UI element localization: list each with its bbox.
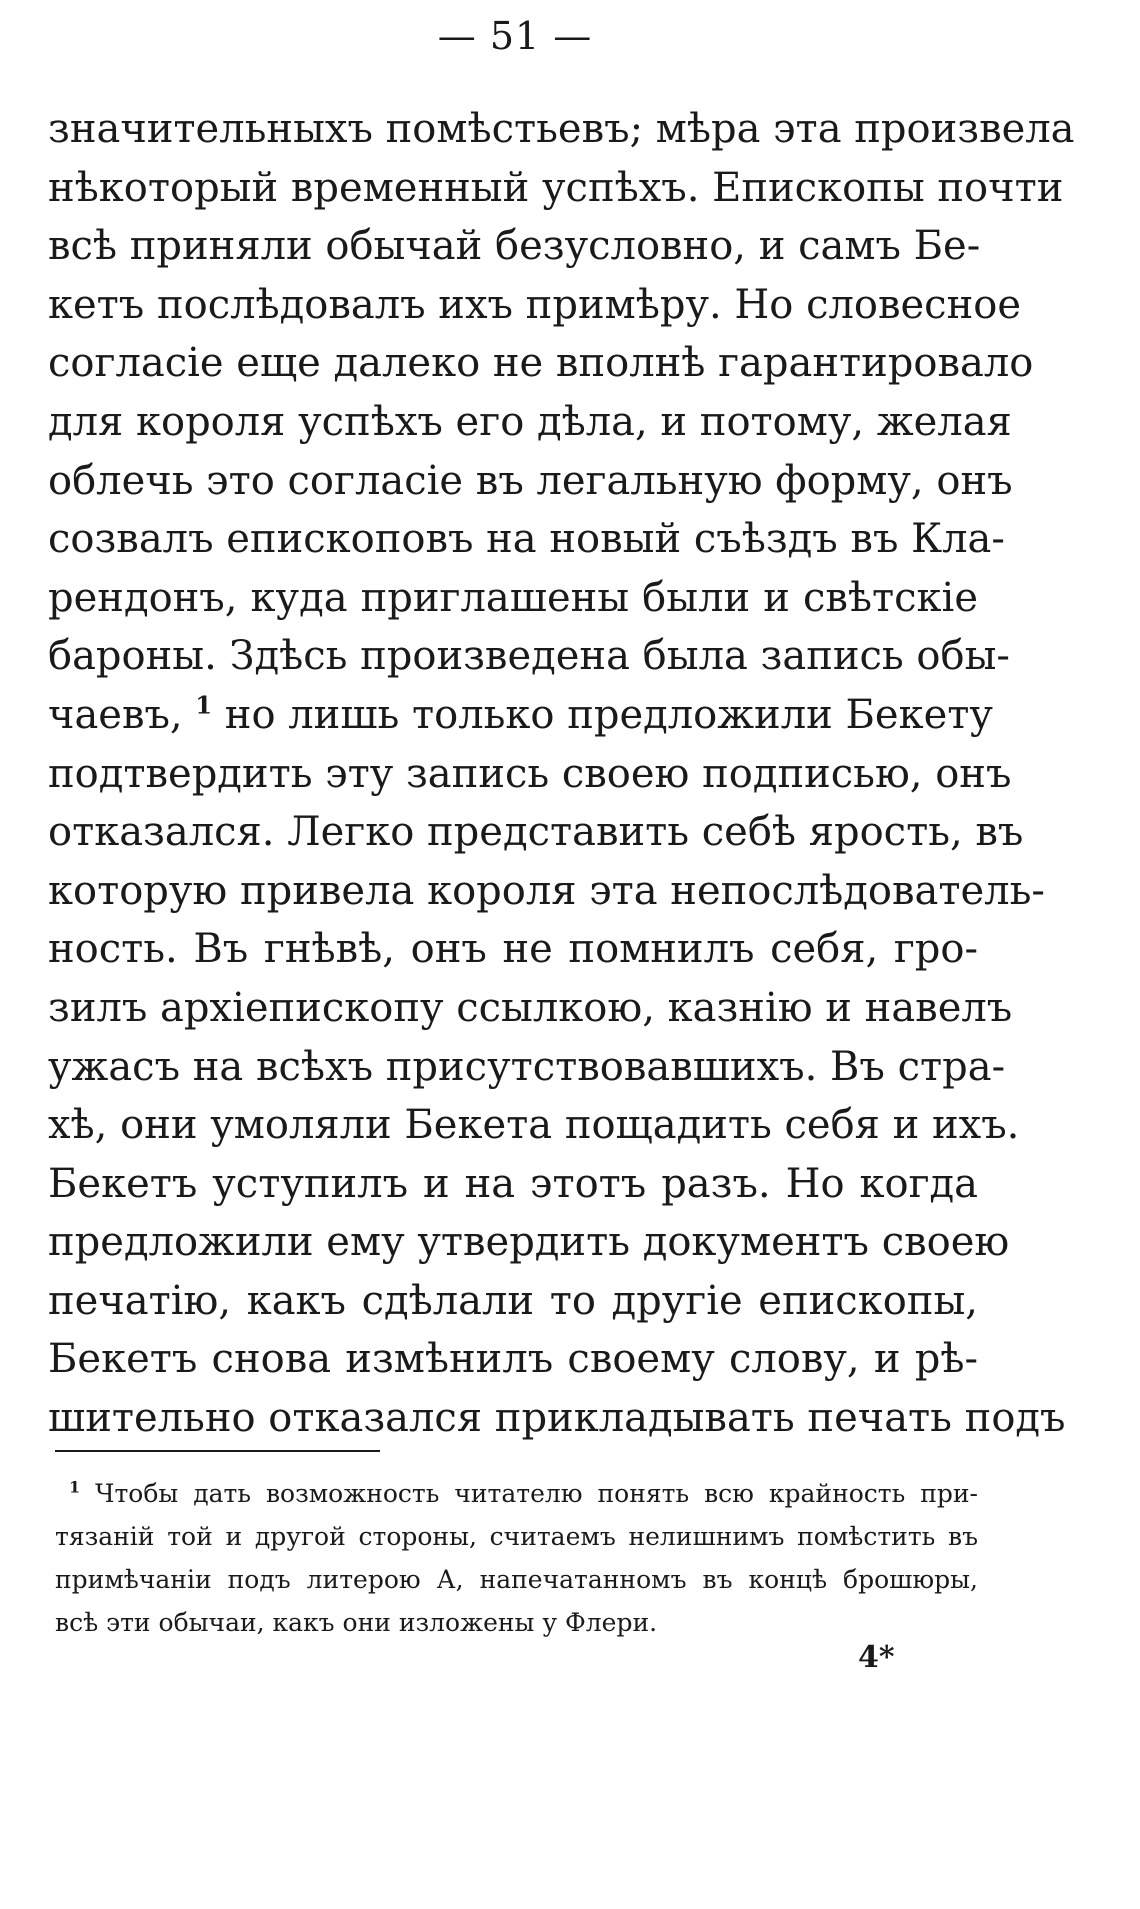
- footnote-reference[interactable]: 1: [195, 690, 213, 720]
- footnote-line: [55, 1472, 978, 1515]
- footnote: [55, 1472, 978, 1644]
- text-line: нѣкоторый временный успѣхъ. Епископы почти: [48, 164, 1064, 211]
- signature-mark: 4*: [858, 1640, 895, 1675]
- text-line: рендонъ, куда приглашены были и свѣтскіе: [48, 574, 978, 621]
- text-line: бароны. Здѣсь произведена была запись обы-: [48, 633, 1010, 680]
- text-line: ность. Въ гнѣвѣ, онъ не помнилъ себя, гро-: [48, 926, 978, 973]
- text-line: значительныхъ помѣстьевъ; мѣра эта произвела: [48, 106, 1075, 152]
- text-line: предложили ему утвердить документъ своею: [48, 1219, 1010, 1266]
- page-number: — 51 —: [437, 14, 593, 58]
- text-line: всѣ приняли обычай безусловно, и самъ Бе-: [48, 223, 981, 270]
- footnote-line: тязаній той и другой стороны, считаемъ нелишнимъ помѣстить въ: [55, 1522, 978, 1551]
- body-text: [48, 100, 1075, 1448]
- text-fragment: но лишь только предложили Бекету: [212, 691, 993, 738]
- text-line: кетъ послѣдовалъ ихъ примѣру. Но словесное: [48, 281, 1021, 328]
- text-line: ужасъ на всѣхъ присутствовавшихъ. Въ стра-: [48, 1043, 1006, 1090]
- text-line: хѣ, они умоляли Бекета пощадить себя и ихъ.: [48, 1102, 1020, 1149]
- text-line: Бекетъ уступилъ и на этотъ разъ. Но когда: [48, 1160, 978, 1207]
- footnote-line: примѣчаніи подъ литерою А, напечатанномъ въ концѣ брошюры,: [55, 1565, 978, 1594]
- text-line: облечь это согласіе въ легальную форму, онъ: [48, 457, 1013, 504]
- footnote-line: всѣ эти обычаи, какъ они изложены у Флери.: [55, 1608, 658, 1637]
- footnote-divider: [55, 1450, 380, 1452]
- text-line-with-footnote-ref: [48, 686, 993, 745]
- text-line: подтвердить эту запись своею подписью, онъ: [48, 750, 1012, 797]
- footnote-text: Чтобы дать возможность читателю понять всю крайность при-: [95, 1479, 978, 1508]
- text-line: для короля успѣхъ его дѣла, и потому, желая: [48, 398, 1012, 445]
- text-line: печатію, какъ сдѣлали то другіе епископы,: [48, 1277, 978, 1324]
- text-line: отказался. Легко представить себѣ ярость, въ: [48, 809, 1024, 856]
- text-line: созвалъ епископовъ на новый съѣздъ въ Кла-: [48, 516, 1005, 563]
- footnote-number: 1: [69, 1477, 81, 1497]
- text-line: согласіе еще далеко не вполнѣ гарантировало: [48, 340, 1034, 387]
- text-line: зилъ архіепископу ссылкою, казнію и навелъ: [48, 984, 1013, 1031]
- text-line: Бекетъ снова измѣнилъ своему слову, и рѣ-: [48, 1336, 978, 1383]
- text-fragment: чаевъ,: [48, 691, 196, 738]
- text-line: шительно отказался прикладывать печать подъ: [48, 1395, 1066, 1442]
- text-line: которую привела короля эта непослѣдователь-: [48, 867, 1045, 914]
